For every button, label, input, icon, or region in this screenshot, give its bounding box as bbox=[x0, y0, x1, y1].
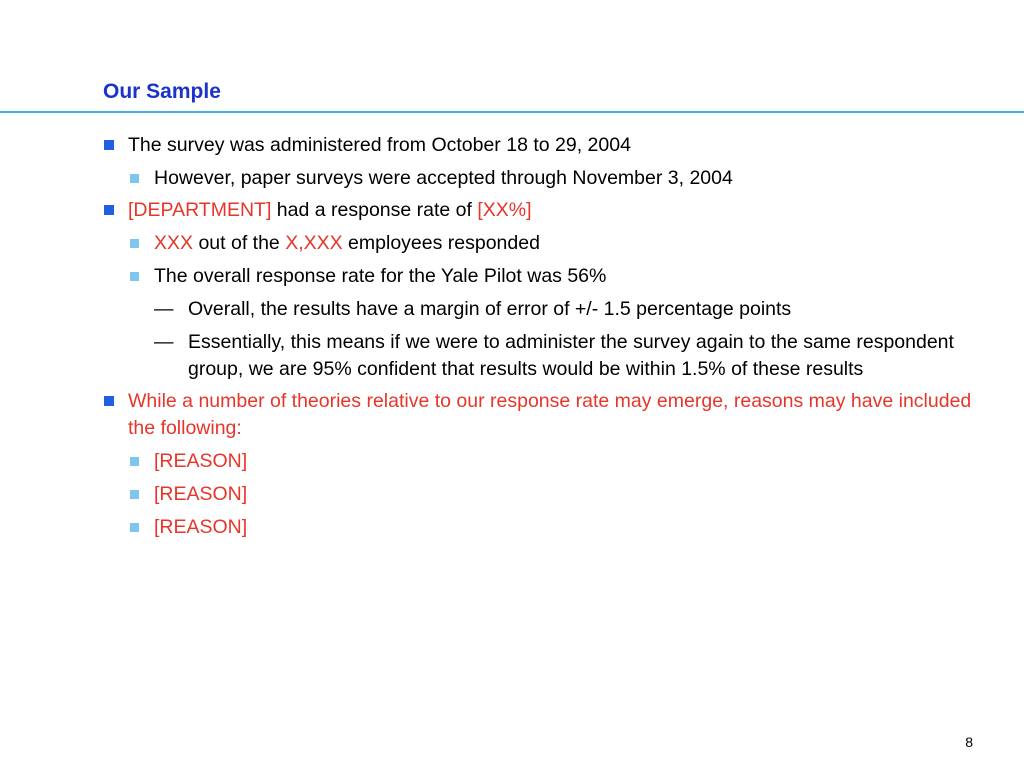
reason-placeholder: [REASON] bbox=[154, 450, 248, 472]
bullet-theories bbox=[103, 388, 983, 442]
rate-placeholder: [XX%] bbox=[477, 199, 532, 221]
dash-bullet-icon: — bbox=[154, 298, 174, 320]
bullet-text: employees responded bbox=[342, 232, 540, 254]
subbullet-reason bbox=[103, 481, 983, 508]
square-bullet-icon bbox=[130, 523, 139, 532]
subbullet-paper-surveys bbox=[103, 165, 983, 192]
square-bullet-icon bbox=[104, 205, 114, 215]
square-bullet-icon bbox=[130, 490, 139, 499]
count-placeholder: XXX bbox=[154, 232, 194, 254]
dash-bullet-icon: — bbox=[154, 331, 174, 353]
square-bullet-icon bbox=[130, 239, 139, 248]
bullet-text: The survey was administered from October 18 to 29, 2004 bbox=[128, 134, 631, 156]
department-placeholder: [DEPARTMENT] bbox=[128, 199, 272, 221]
bullet-text: While a number of theories relative to our response rate may emerge, reasons may have included the following: bbox=[128, 390, 972, 439]
reason-placeholder: [REASON] bbox=[154, 483, 248, 505]
subbullet-reason bbox=[103, 448, 983, 475]
subbullet-reason bbox=[103, 514, 983, 541]
square-bullet-icon bbox=[130, 174, 139, 183]
bullet-text: The overall response rate for the Yale Pilot was 56% bbox=[154, 265, 607, 287]
slide-body bbox=[103, 132, 983, 541]
bullet-text: had a response rate of bbox=[271, 199, 478, 221]
title-divider bbox=[0, 111, 1024, 113]
square-bullet-icon bbox=[130, 272, 139, 281]
square-bullet-icon bbox=[104, 396, 114, 406]
total-placeholder: X,XXX bbox=[285, 232, 343, 254]
subbullet-overall-rate bbox=[103, 263, 983, 290]
bullet-response-rate bbox=[103, 197, 983, 224]
page-number: 8 bbox=[965, 734, 973, 750]
dash-item-margin-of-error bbox=[103, 296, 983, 323]
bullet-text: However, paper surveys were accepted through November 3, 2004 bbox=[154, 167, 733, 189]
bullet-text: Overall, the results have a margin of error of +/- 1.5 percentage points bbox=[188, 298, 792, 320]
slide-title: Our Sample bbox=[103, 80, 221, 103]
subbullet-employees-responded bbox=[103, 230, 983, 257]
dash-item-confidence bbox=[103, 329, 983, 383]
bullet-text: out of the bbox=[193, 232, 286, 254]
bullet-survey-dates bbox=[103, 132, 983, 159]
bullet-text: Essentially, this means if we were to administer the survey again to the same respondent group, we are 95% confident that results would be within 1.5% of these results bbox=[188, 331, 954, 380]
square-bullet-icon bbox=[104, 140, 114, 150]
reason-placeholder: [REASON] bbox=[154, 516, 248, 538]
square-bullet-icon bbox=[130, 457, 139, 466]
